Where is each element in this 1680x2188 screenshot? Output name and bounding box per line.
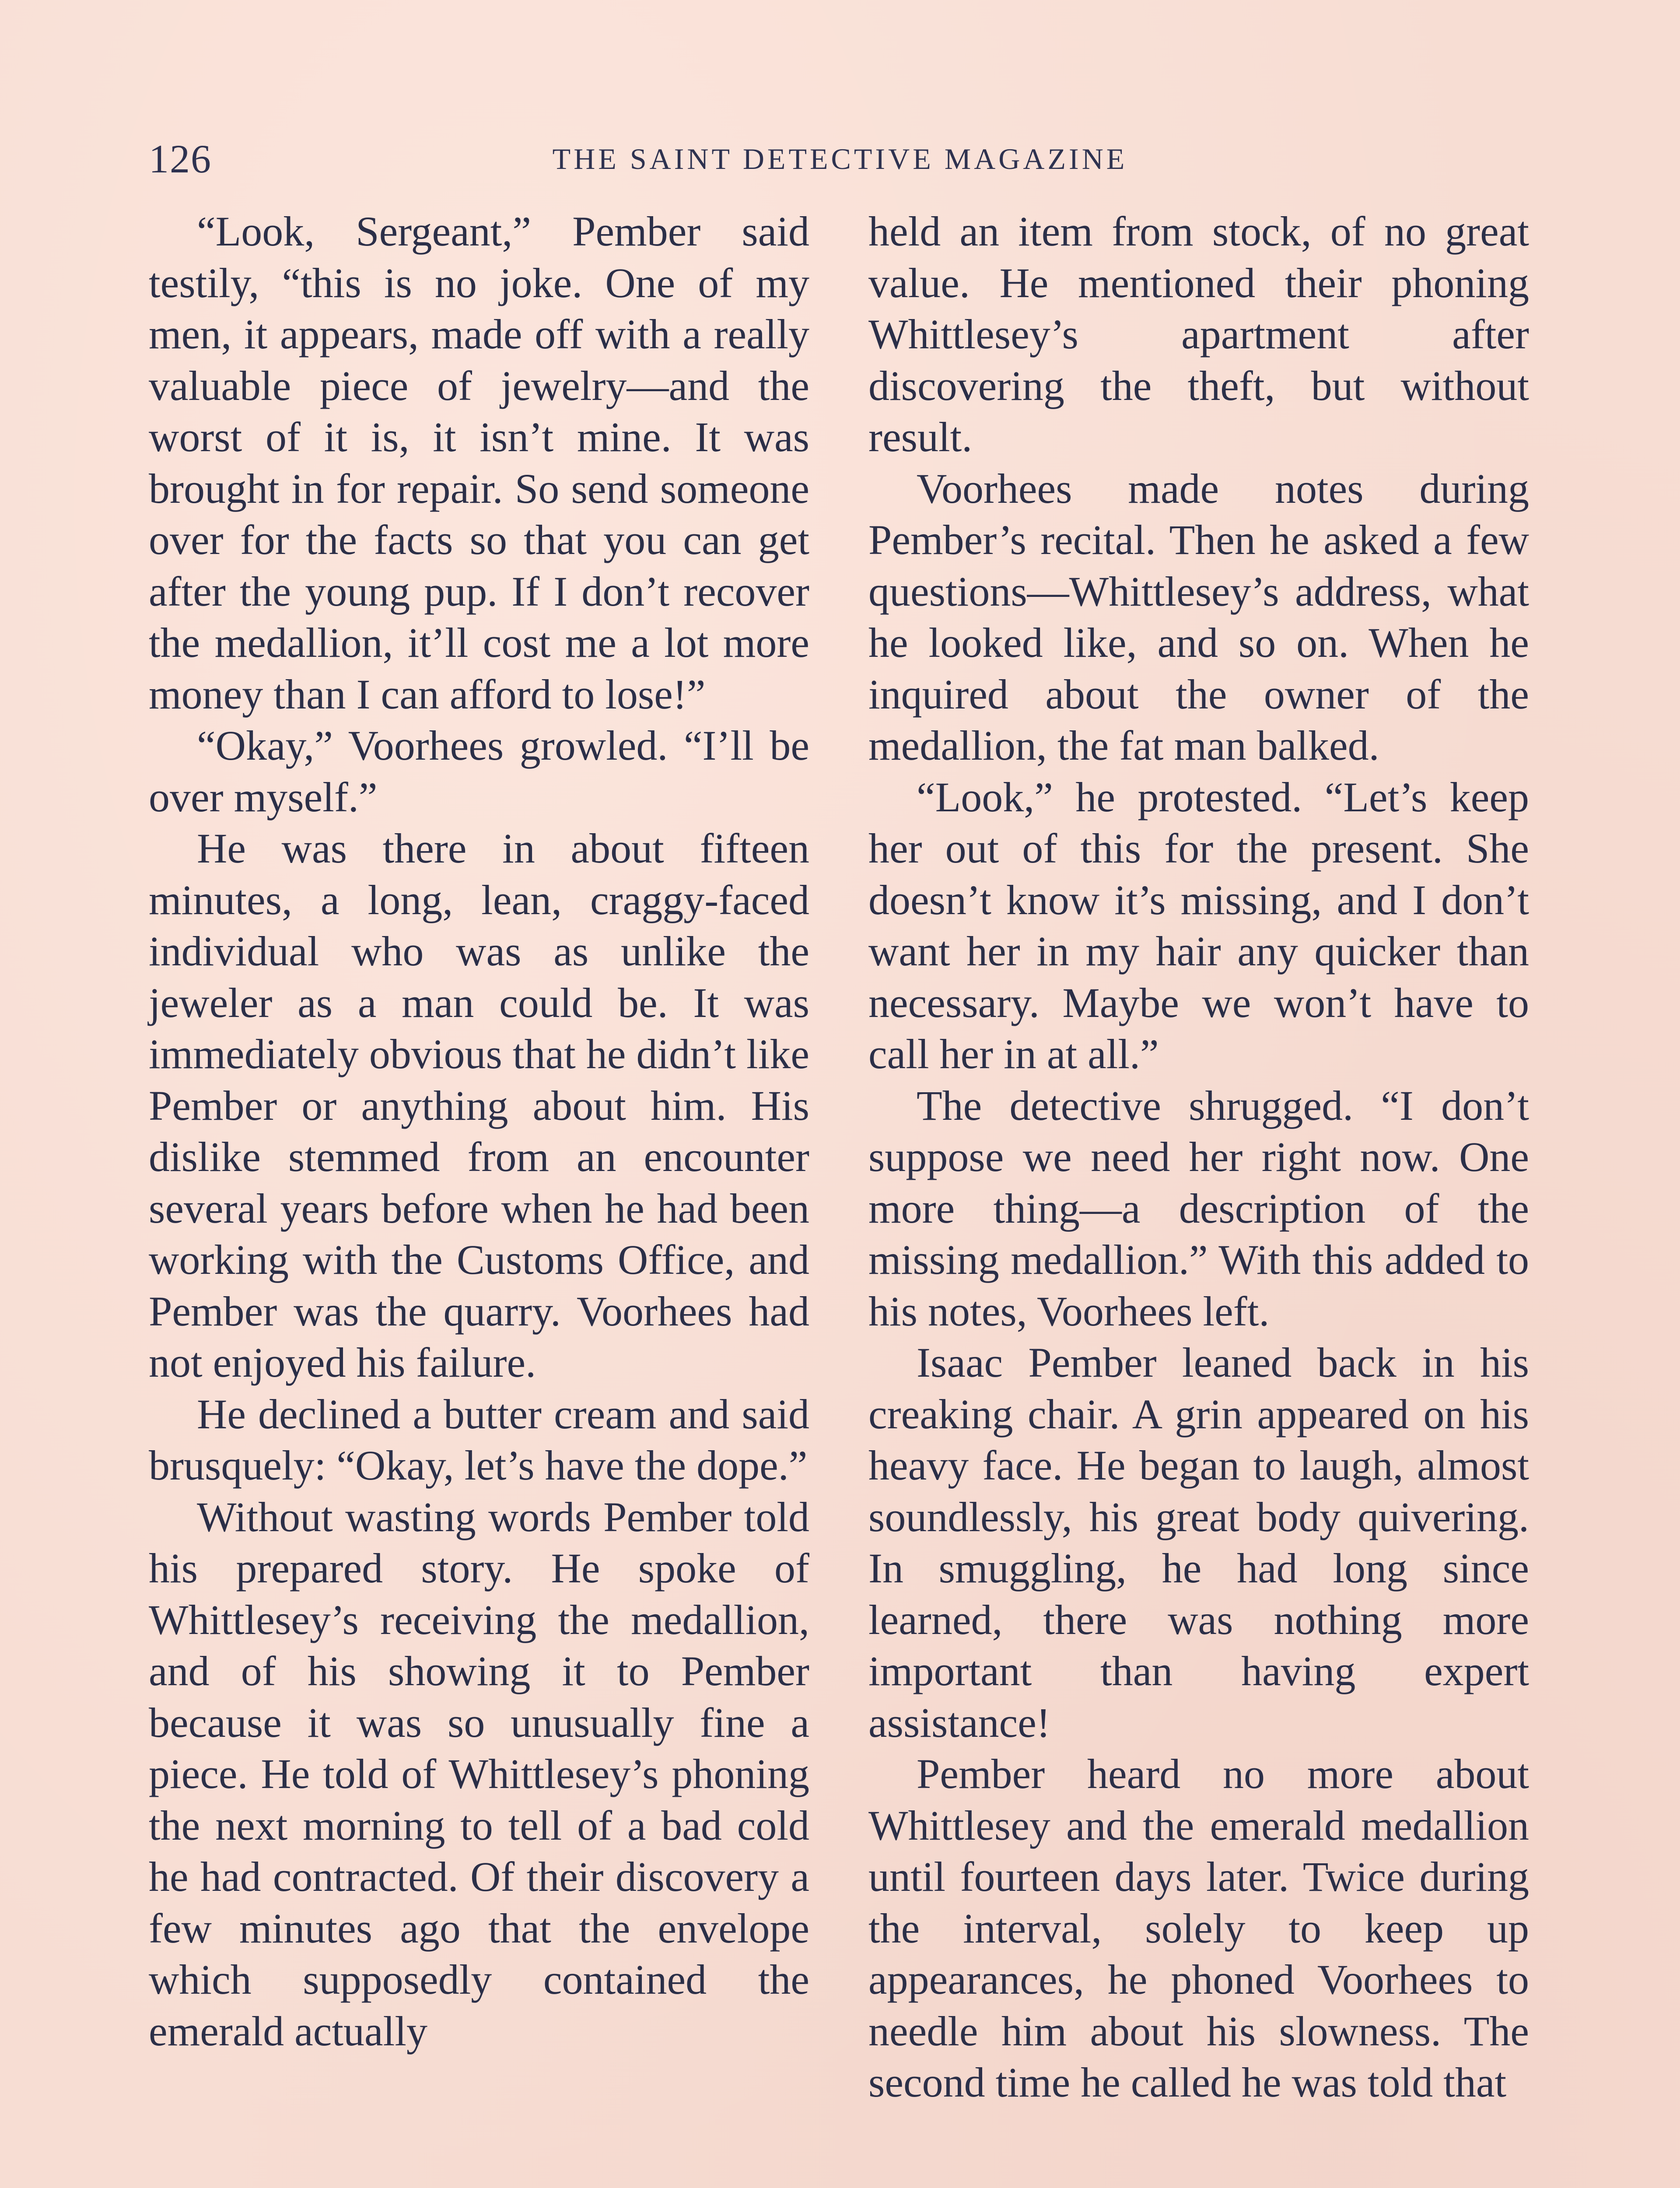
paragraph: “Look,” he protested. “Let’s keep her out of this for the present. She doesn’t know it’s missing, and I don’t want her in my hair any quicker than necessary. Maybe we won’t have to call her in at all.”: [868, 773, 1529, 1077]
paragraph: He declined a butter cream and said brusquely: “Okay, let’s have the dope.”: [149, 1390, 809, 1489]
paragraph: “Okay,” Voorhees growled. “I’ll be over myself.”: [149, 722, 809, 820]
paragraph: The detective shrugged. “I don’t suppose we need her right now. One more thing—a description of the missing medallion.” With this added to his notes, Voorhees left.: [868, 1082, 1529, 1335]
paragraph: Without wasting words Pember told his prepared story. He spoke of Whittlesey’s receiving the medallion, and of his showing it to Pember because it was so unusually fine a piece. He told of Whittlesey’s phoning the next morning to tell of a bad cold he had contracted. Of their discovery a few minutes ago that the envelope which supposedly contained the emerald actually: [149, 1493, 809, 2055]
paragraph-continuation: held an item from stock, of no great value. He mentioned their phoning Whittlesey’s apartment after discovering the theft, but without result.: [868, 208, 1529, 460]
page-number: 126: [149, 137, 212, 181]
paragraph: “Look, Sergeant,” Pember said testily, “this is no joke. One of my men, it appears, made off with a really valuable piece of jewelry—and the worst of it is, it isn’t mine. It was brought in for repair. So send someone over for the facts so that you can get after the young pup. If I don’t recover the medallion, it’ll cost me a lot more money than I can afford to lose!”: [149, 208, 809, 718]
page-header: [149, 136, 1531, 184]
magazine-title: THE SAINT DETECTIVE MAGAZINE: [552, 142, 1128, 175]
paragraph: Voorhees made notes during Pember’s recital. Then he asked a few questions—Whittlesey’s address, what he looked like, and so on. When he inquired about the owner of the medallion, the fat man balked.: [868, 465, 1529, 769]
paragraph: He was there in about fifteen minutes, a long, lean, craggy-faced individual who was as unlike the jeweler as a man could be. It was immediately obvious that he didn’t like Pember or anything about him. His dislike stemmed from an encounter several years before when he had been working with the Customs Office, and Pember was the quarry. Voorhees had not enjoyed his failure.: [149, 825, 809, 1386]
left-column: [149, 206, 809, 2188]
paragraph: Pember heard no more about Whittlesey and the emerald medallion until fourteen days later. Twice during the interval, solely to keep up appearances, he phoned Voorhees to needle him about his slowness. The second time he called he was told that: [868, 1750, 1529, 2106]
paragraph: Isaac Pember leaned back in his creaking chair. A grin appeared on his heavy face. He began to laugh, almost soundlessly, his great body quivering. In smuggling, he had long since learned, there was nothing more important than having expert assistance!: [868, 1339, 1529, 1746]
right-column: [868, 206, 1529, 2188]
